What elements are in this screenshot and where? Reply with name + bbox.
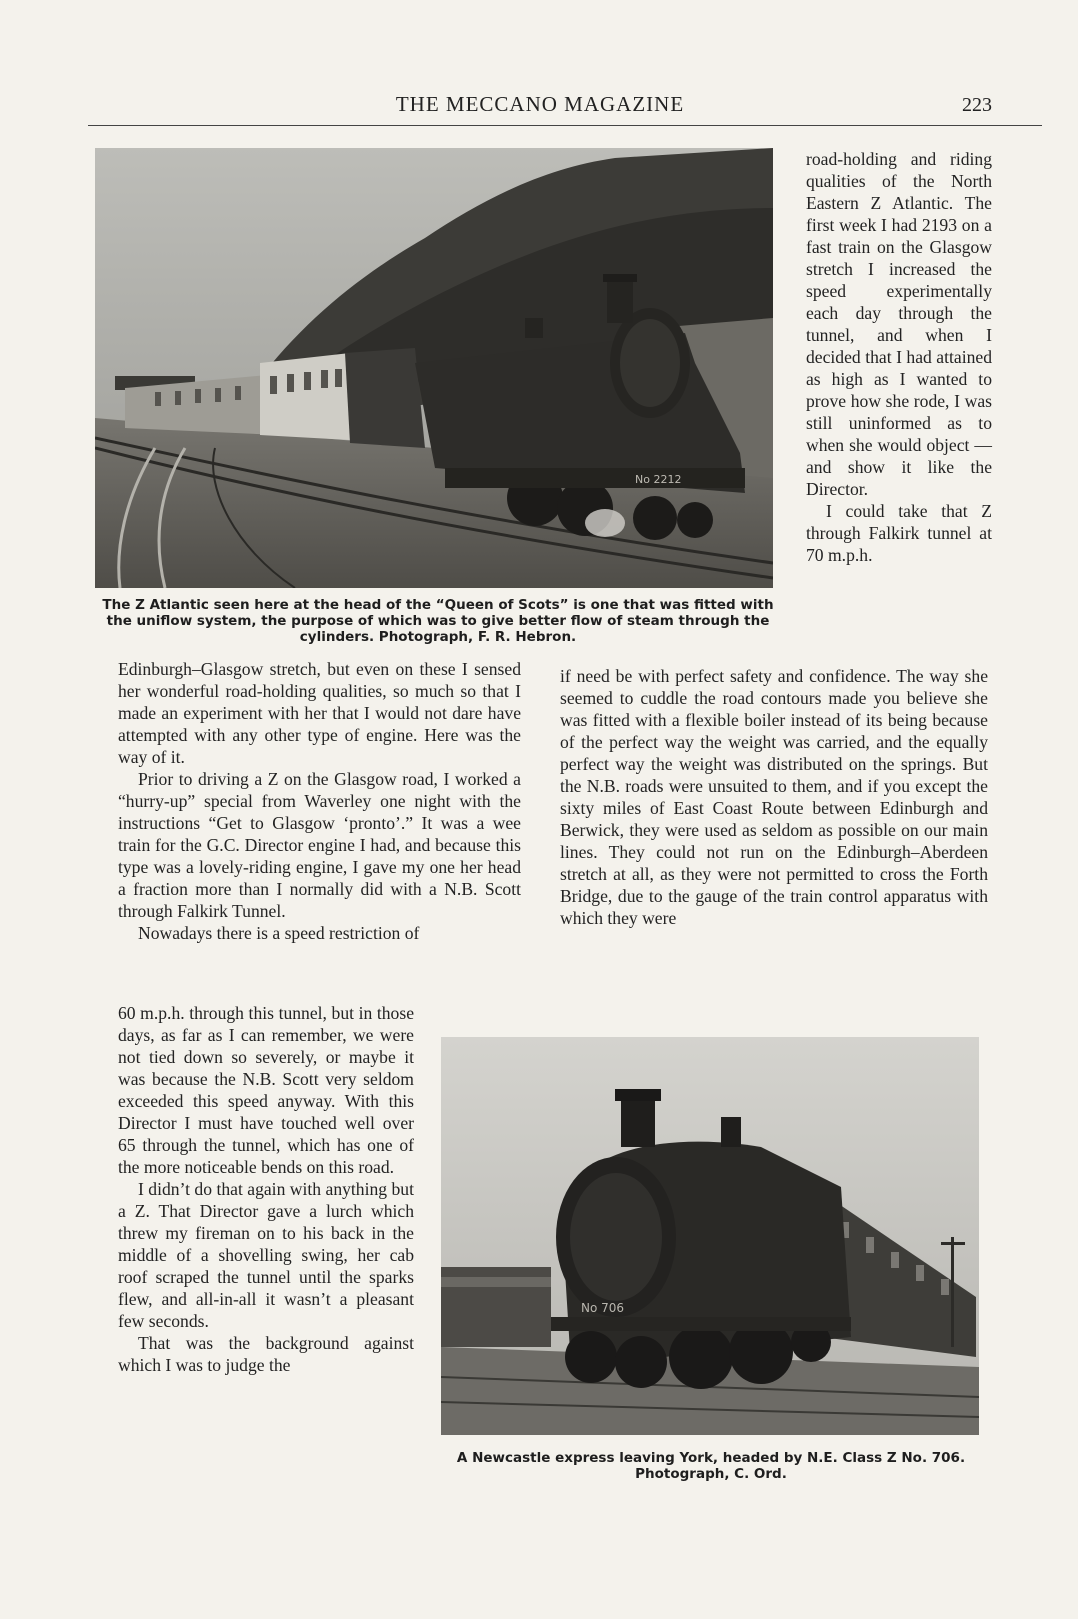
- figure2-caption: A Newcastle express leaving York, headed by N.E. Class Z No. 706. Photograph, C. Ord.: [456, 1450, 966, 1482]
- magazine-title: THE MECCANO MAGAZINE: [395, 92, 685, 116]
- paragraph: Prior to driving a Z on the Glasgow road, I worked a “hurry-up” special from Waverley one night with the instructions “Get to Glasgow ‘pronto’.” It was a wee train for the G.C. Director engine I had, and because this type was a lovely-riding engine, I gave my one her head a fraction more than I normally did with a N.B. Scott through Falkirk Tunnel.: [118, 769, 521, 921]
- photo-z-atlantic-queen-of-scots: [95, 148, 773, 588]
- paragraph: I didn’t do that again with anything but a Z. That Director gave a lurch which threw my fireman on to his back in the middle of a shovelling swing, her cab roof scraped the tunnel until the sparks flew, and all-in-all it wasn’t a pleasant few seconds.: [118, 1179, 414, 1331]
- paragraph: I could take that Z through Falkirk tunnel at 70 m.p.h.: [806, 501, 992, 565]
- article-column-top-right: [806, 148, 992, 566]
- number-plate-706: No 706: [581, 1301, 625, 1315]
- number-plate-2212: No 2212: [635, 473, 682, 486]
- figure1-caption: The Z Atlantic seen here at the head of the “Queen of Scots” is one that was fitted with the uniflow system, the purpose of which was to give better flow of steam through the cylinders. Photograph, F. R. Hebron.: [102, 597, 774, 645]
- header-divider: [88, 125, 1042, 126]
- page-number: 223: [962, 94, 992, 116]
- paragraph: Edinburgh–Glasgow stretch, but even on these I sensed her wonderful road-holding qualities, so much so that I made an experiment with her that I would not dare have attempted with any other type of engine. Here was the way of it.: [118, 659, 521, 767]
- article-column-right-middle: [560, 665, 988, 929]
- article-column-left-upper: [118, 658, 521, 944]
- photo-newcastle-express-york: [441, 1037, 979, 1435]
- paragraph: 60 m.p.h. through this tunnel, but in those days, as far as I can remember, we were not tied down so severely, or maybe it was because the N.B. Scott very seldom exceeded this speed anyway. With this Director I must have touched well over 65 through the tunnel, which has one of the more noticeable bends on this road.: [118, 1003, 414, 1177]
- paragraph: That was the background against which I was to judge the: [118, 1333, 414, 1375]
- paragraph: road-holding and riding qualities of the North Eastern Z Atlantic. The first week I had 2193 on a fast train on the Glasgow stretch I increased the speed experimentally each day through the tunnel, and when I decided that I had attained as high as I wanted to prove how she rode, I was still uninformed as to when she would object — and show it like the Director.: [806, 149, 992, 499]
- paragraph: if need be with perfect safety and confidence. The way she seemed to cuddle the road contours made you believe she was fitted with a flexible boiler instead of its being because of the perfect way the weight was carried, and the equally perfect way the weight was distributed on the springs. But the N.B. roads were unsuited to them, and if you except the sixty miles of East Coast Route between Edinburgh and Berwick, they were used as seldom as possible on our main lines. They could not run on the Edinburgh–Aberdeen stretch at all, as they were not permitted to cross the Forth Bridge, due to the gauge of the train control apparatus with which they were: [560, 666, 988, 928]
- paragraph: Nowadays there is a speed restriction of: [138, 923, 420, 943]
- article-column-left-lower: [118, 1002, 414, 1376]
